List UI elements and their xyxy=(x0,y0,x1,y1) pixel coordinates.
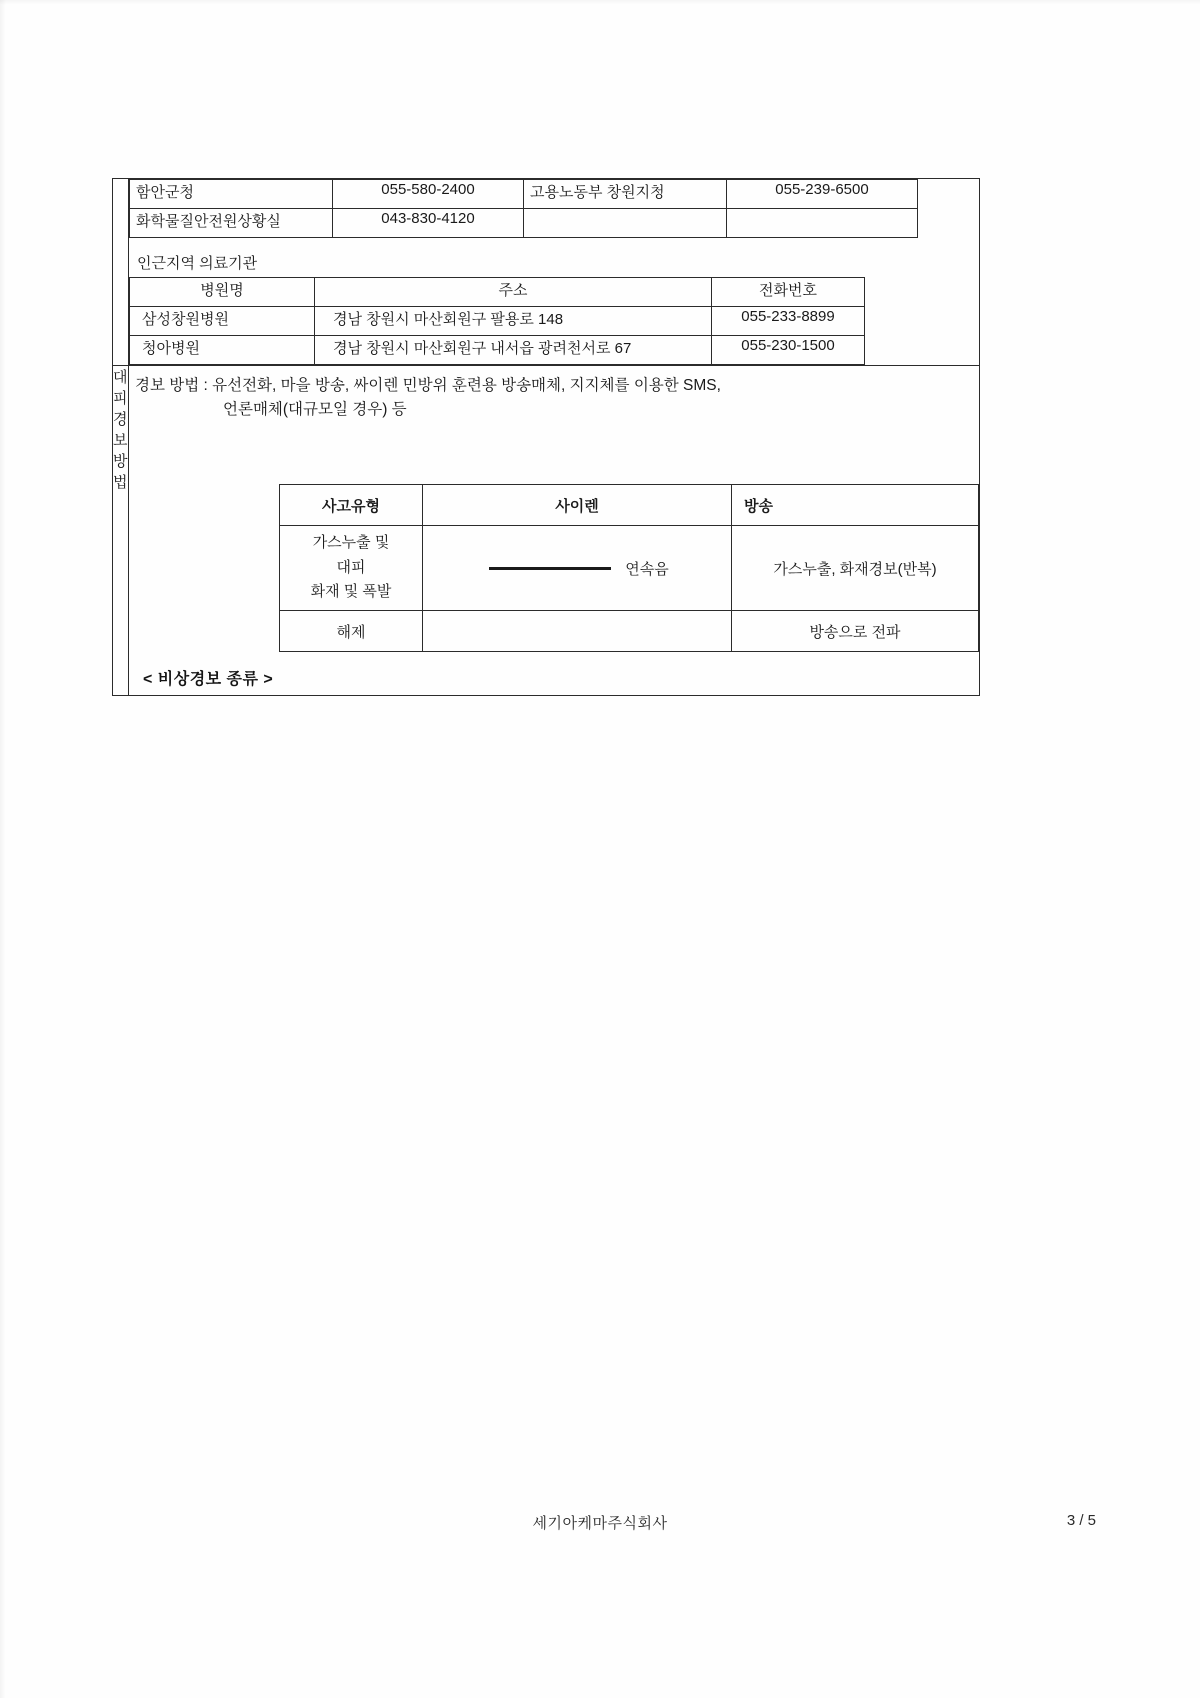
contact-name: 함안군청 xyxy=(130,180,333,209)
hospital-phone: 055-230-1500 xyxy=(712,336,865,365)
nearby-medical-table xyxy=(129,277,865,365)
column-header-phone: 전화번호 xyxy=(712,278,865,307)
broadcast-message: 방송으로 전파 xyxy=(732,611,979,652)
column-header-broadcast: 방송 xyxy=(732,485,979,526)
hospital-address: 경남 창원시 마산회원구 내서읍 광려천서로 67 xyxy=(315,336,712,365)
contact-number: 043-830-4120 xyxy=(333,209,524,238)
broadcast-message: 가스누출, 화재경보(반복) xyxy=(732,526,979,611)
table-row xyxy=(280,611,979,652)
continuous-tone-line-icon xyxy=(489,567,611,570)
table-header-row xyxy=(130,278,865,307)
siren-pattern-cell xyxy=(423,611,732,652)
column-header-accident-type: 사고유형 xyxy=(280,485,423,526)
table-row xyxy=(130,180,918,209)
hospital-phone: 055-233-8899 xyxy=(712,307,865,336)
accident-type-line-2: 대피 xyxy=(336,558,366,576)
contact-name: 화학물질안전원상황실 xyxy=(130,209,333,238)
footer-company-name: 세기아케마주식회사 xyxy=(532,1515,668,1532)
siren-pattern-label: 연속음 xyxy=(625,560,669,578)
table-row xyxy=(280,526,979,611)
accident-type-cell: 해제 xyxy=(280,611,423,652)
column-header-address: 주소 xyxy=(315,278,712,307)
table-header-row xyxy=(280,485,979,526)
accident-type-line-3: 화재 및 폭발 xyxy=(310,583,392,601)
column-header-hospital: 병원명 xyxy=(130,278,315,307)
table-row xyxy=(130,336,865,365)
accident-type-cell xyxy=(280,526,423,611)
row-label-empty xyxy=(113,179,129,366)
hospital-address: 경남 창원시 마산회원구 팔용로 148 xyxy=(315,307,712,336)
siren-pattern-cell xyxy=(423,526,732,611)
contact-number-2: 055-239-6500 xyxy=(727,180,918,209)
hospital-name: 청아병원 xyxy=(130,336,315,365)
footer-page-number: 3 / 5 xyxy=(1066,1512,1096,1529)
table-row xyxy=(130,209,918,238)
hospital-name: 삼성창원병원 xyxy=(130,307,315,336)
emergency-contacts-table xyxy=(129,179,918,238)
contact-number: 055-580-2400 xyxy=(333,180,524,209)
table-row-contacts xyxy=(113,179,980,366)
contact-name-2 xyxy=(524,209,727,238)
contact-name-2: 고용노동부 창원지청 xyxy=(524,180,727,209)
main-document-table xyxy=(112,178,980,696)
table-row-alert-method xyxy=(113,366,980,696)
medical-section-title: 인근지역 의료기관 xyxy=(137,255,258,272)
alert-method-line-1: 경보 방법 : 유선전화, 마을 방송, 싸이렌 민방위 훈련용 방송매체, 지지체를 이용한 SMS, xyxy=(135,377,721,394)
alert-types-caption: < 비상경보 종류 > xyxy=(143,671,274,689)
emergency-alert-types-table xyxy=(279,484,979,652)
alert-method-cell xyxy=(129,366,980,696)
contacts-and-medical-cell xyxy=(129,179,980,366)
table-row xyxy=(130,307,865,336)
row-label-alert-method: 대피경보 방법 xyxy=(113,366,129,696)
alert-method-line-2: 언론매체(대규모일 경우) 등 xyxy=(223,401,407,419)
alert-method-description xyxy=(135,374,979,422)
siren-pattern xyxy=(429,558,725,579)
accident-type-line-1: 가스누출 및 xyxy=(312,533,390,551)
scan-edge-left xyxy=(0,0,6,1698)
contact-number-2 xyxy=(727,209,918,238)
column-header-siren: 사이렌 xyxy=(423,485,732,526)
scan-edge-top xyxy=(0,0,1200,5)
